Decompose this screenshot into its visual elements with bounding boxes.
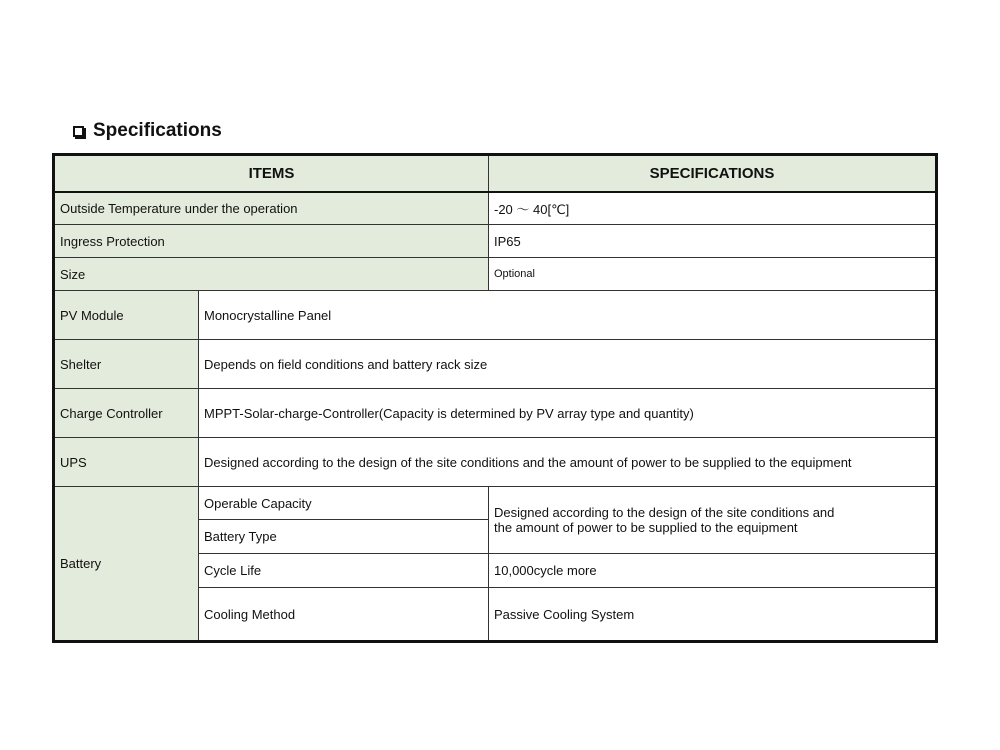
battery-subitem: Cooling Method [199,588,489,642]
table-row [54,438,937,487]
item-label: Outside Temperature under the operation [54,192,489,225]
table-row [54,487,937,520]
spec-value: Monocrystalline Panel [199,291,937,340]
specifications-header: SPECIFICATIONS [489,155,937,192]
spec-value: Passive Cooling System [489,588,937,642]
table-row [54,192,937,225]
page-title: Specifications [93,120,222,141]
table-header-row [54,155,937,192]
items-header: ITEMS [54,155,489,192]
battery-subitem: Cycle Life [199,554,489,588]
specifications-table [52,153,938,643]
battery-shared-spec-line1: Designed according to the design of the site conditions and [494,505,835,520]
table-row [54,291,937,340]
battery-shared-spec-line2: the amount of power to be supplied to the equipment [494,520,798,535]
spec-value: IP65 [489,225,937,258]
checkbox-icon [73,126,84,137]
spec-value: Designed according to the design of the site conditions and the amount of power to be supplied to the equipment [199,438,937,487]
spec-value: 10,000cycle more [489,554,937,588]
battery-subitem: Operable Capacity [199,487,489,520]
battery-label: Battery [54,487,199,642]
table-row [54,258,937,291]
item-label: PV Module [54,291,199,340]
item-label: UPS [54,438,199,487]
spec-value: Optional [489,258,937,291]
table-row [54,389,937,438]
section-heading [73,118,222,144]
item-label: Ingress Protection [54,225,489,258]
spec-value: MPPT-Solar-charge-Controller(Capacity is determined by PV array type and quantity) [199,389,937,438]
spec-value: -20 ～ 40[℃] [489,192,937,225]
table-row [54,340,937,389]
battery-subitem: Battery Type [199,520,489,554]
item-label: Shelter [54,340,199,389]
battery-shared-spec [489,487,937,554]
table-row [54,225,937,258]
item-label: Charge Controller [54,389,199,438]
item-label: Size [54,258,489,291]
spec-value: Depends on field conditions and battery rack size [199,340,937,389]
